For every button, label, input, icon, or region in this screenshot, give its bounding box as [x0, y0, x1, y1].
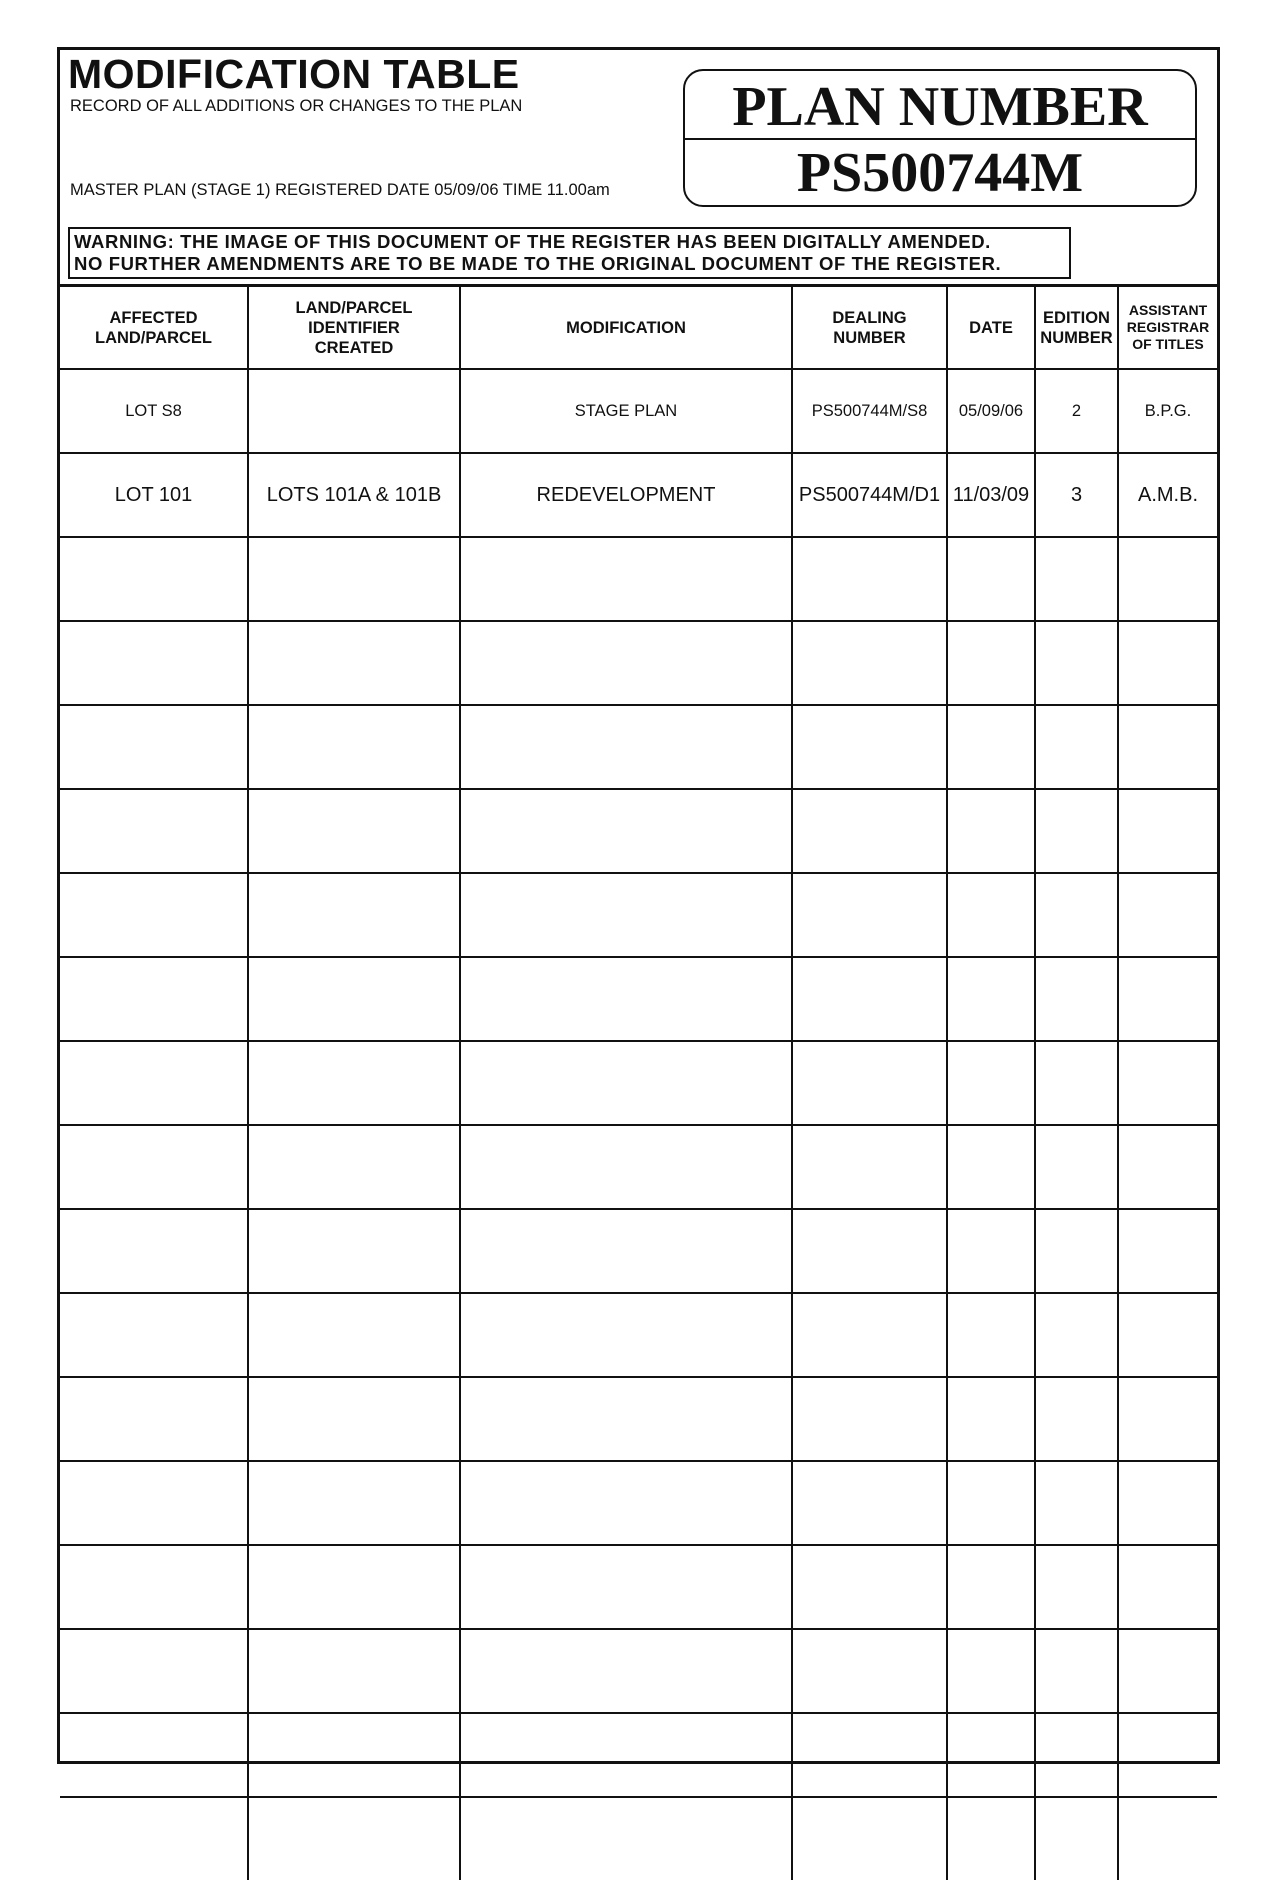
empty-cell — [1118, 1797, 1217, 1880]
empty-cell — [460, 705, 792, 789]
empty-cell — [60, 957, 248, 1041]
empty-cell — [60, 873, 248, 957]
empty-cell — [248, 621, 460, 705]
empty-cell — [792, 1209, 947, 1293]
empty-cell — [460, 1293, 792, 1377]
warning-box — [68, 227, 1071, 279]
empty-cell — [60, 789, 248, 873]
empty-cell — [792, 873, 947, 957]
empty-cell — [947, 1797, 1035, 1880]
empty-row — [60, 1377, 1217, 1461]
warning-line-2: NO FURTHER AMENDMENTS ARE TO BE MADE TO THE ORIGINAL DOCUMENT OF THE REGISTER. — [74, 253, 1002, 274]
empty-row — [60, 1125, 1217, 1209]
empty-cell — [1118, 789, 1217, 873]
empty-cell — [248, 1125, 460, 1209]
empty-cell — [248, 1545, 460, 1629]
empty-cell — [248, 1629, 460, 1713]
empty-row — [60, 1797, 1217, 1880]
empty-cell — [1118, 1125, 1217, 1209]
empty-row — [60, 621, 1217, 705]
empty-cell — [1035, 537, 1118, 621]
empty-cell — [248, 873, 460, 957]
empty-row — [60, 1545, 1217, 1629]
empty-cell — [792, 621, 947, 705]
empty-cell — [248, 537, 460, 621]
empty-cell — [792, 1041, 947, 1125]
modification-table — [60, 284, 1217, 1880]
empty-cell — [60, 537, 248, 621]
empty-cell — [60, 1797, 248, 1880]
plan-box-divider — [685, 138, 1195, 140]
empty-cell — [60, 1713, 248, 1797]
header-affected-land-parcel: AFFECTED LAND/PARCEL — [60, 286, 248, 370]
empty-cell — [1035, 789, 1118, 873]
empty-cell — [1035, 1125, 1118, 1209]
plan-number-box — [683, 69, 1197, 207]
document-subtitle: RECORD OF ALL ADDITIONS OR CHANGES TO THE PLAN — [70, 97, 523, 115]
empty-cell — [1035, 1293, 1118, 1377]
document-title: MODIFICATION TABLE — [68, 51, 520, 97]
empty-cell — [1118, 1293, 1217, 1377]
empty-cell — [1118, 1545, 1217, 1629]
empty-row — [60, 537, 1217, 621]
empty-cell — [248, 1797, 460, 1880]
empty-cell — [792, 537, 947, 621]
empty-row — [60, 1461, 1217, 1545]
empty-cell — [248, 705, 460, 789]
empty-cell — [947, 705, 1035, 789]
empty-cell — [947, 1377, 1035, 1461]
empty-cell — [460, 537, 792, 621]
empty-cell — [248, 1293, 460, 1377]
empty-cell — [792, 1461, 947, 1545]
empty-cell — [947, 1041, 1035, 1125]
table-row — [60, 453, 1217, 537]
empty-cell — [1035, 1629, 1118, 1713]
cell-dealing-number: PS500744M/D1 — [792, 453, 947, 537]
empty-row — [60, 705, 1217, 789]
empty-cell — [1035, 1209, 1118, 1293]
header-edition-number: EDITION NUMBER — [1035, 286, 1118, 370]
empty-cell — [947, 957, 1035, 1041]
empty-cell — [1118, 873, 1217, 957]
empty-cell — [460, 1461, 792, 1545]
empty-cell — [1035, 1713, 1118, 1797]
empty-cell — [60, 1545, 248, 1629]
empty-cell — [792, 957, 947, 1041]
header-identifier-created: LAND/PARCEL IDENTIFIER CREATED — [248, 286, 460, 370]
empty-row — [60, 957, 1217, 1041]
empty-cell — [947, 1293, 1035, 1377]
cell-date: 11/03/09 — [947, 453, 1035, 537]
empty-cell — [792, 1293, 947, 1377]
empty-cell — [947, 1125, 1035, 1209]
empty-cell — [60, 1377, 248, 1461]
empty-cell — [947, 789, 1035, 873]
empty-cell — [60, 1041, 248, 1125]
table-row — [60, 369, 1217, 453]
empty-cell — [1118, 957, 1217, 1041]
cell-registrar: A.M.B. — [1118, 453, 1217, 537]
plan-number-value: PS500744M — [796, 142, 1084, 204]
empty-cell — [1035, 1377, 1118, 1461]
empty-cell — [947, 1209, 1035, 1293]
cell-dealing-number: PS500744M/S8 — [792, 369, 947, 453]
empty-cell — [947, 1461, 1035, 1545]
empty-cell — [60, 1461, 248, 1545]
empty-cell — [1035, 1545, 1118, 1629]
empty-cell — [460, 789, 792, 873]
empty-cell — [1118, 1041, 1217, 1125]
empty-cell — [792, 1629, 947, 1713]
modification-table-sheet — [57, 47, 1220, 1764]
empty-cell — [60, 1125, 248, 1209]
header-modification: MODIFICATION — [460, 286, 792, 370]
empty-cell — [460, 1209, 792, 1293]
empty-cell — [1035, 1797, 1118, 1880]
empty-cell — [947, 1545, 1035, 1629]
cell-identifier — [248, 369, 460, 453]
empty-cell — [1118, 537, 1217, 621]
empty-cell — [460, 873, 792, 957]
empty-cell — [792, 1797, 947, 1880]
empty-cell — [60, 705, 248, 789]
empty-cell — [947, 1713, 1035, 1797]
cell-affected: LOT 101 — [60, 453, 248, 537]
cell-affected: LOT S8 — [60, 369, 248, 453]
empty-cell — [248, 789, 460, 873]
empty-cell — [947, 621, 1035, 705]
empty-cell — [1118, 1713, 1217, 1797]
empty-row — [60, 1293, 1217, 1377]
empty-cell — [460, 1713, 792, 1797]
cell-modification: REDEVELOPMENT — [460, 453, 792, 537]
cell-modification: STAGE PLAN — [460, 369, 792, 453]
empty-cell — [792, 705, 947, 789]
empty-cell — [792, 1713, 947, 1797]
empty-cell — [460, 1797, 792, 1880]
empty-cell — [60, 621, 248, 705]
empty-cell — [947, 873, 1035, 957]
empty-cell — [460, 1125, 792, 1209]
empty-cell — [1118, 621, 1217, 705]
empty-cell — [947, 1629, 1035, 1713]
master-plan-registration: MASTER PLAN (STAGE 1) REGISTERED DATE 05/09/06 TIME 11.00am — [70, 181, 610, 199]
empty-cell — [1118, 1629, 1217, 1713]
warning-line-1: WARNING: THE IMAGE OF THIS DOCUMENT OF THE REGISTER HAS BEEN DIGITALLY AMENDED. — [74, 231, 991, 252]
empty-cell — [1035, 957, 1118, 1041]
empty-row — [60, 873, 1217, 957]
empty-cell — [1035, 1041, 1118, 1125]
empty-cell — [248, 1041, 460, 1125]
plan-number-label: PLAN NUMBER — [732, 76, 1148, 138]
header-date: DATE — [947, 286, 1035, 370]
empty-cell — [460, 957, 792, 1041]
cell-registrar: B.P.G. — [1118, 369, 1217, 453]
empty-cell — [792, 1125, 947, 1209]
empty-cell — [460, 621, 792, 705]
header-assistant-registrar: ASSISTANT REGISTRAR OF TITLES — [1118, 286, 1217, 370]
cell-edition: 2 — [1035, 369, 1118, 453]
header-dealing-number: DEALING NUMBER — [792, 286, 947, 370]
empty-cell — [1118, 705, 1217, 789]
empty-cell — [792, 1545, 947, 1629]
empty-cell — [460, 1545, 792, 1629]
empty-cell — [792, 789, 947, 873]
cell-identifier: LOTS 101A & 101B — [248, 453, 460, 537]
empty-cell — [1035, 1461, 1118, 1545]
empty-cell — [248, 1377, 460, 1461]
empty-row — [60, 1209, 1217, 1293]
empty-cell — [248, 1713, 460, 1797]
empty-cell — [248, 957, 460, 1041]
empty-cell — [248, 1461, 460, 1545]
empty-cell — [1035, 705, 1118, 789]
empty-cell — [460, 1041, 792, 1125]
empty-row — [60, 1713, 1217, 1797]
empty-cell — [460, 1377, 792, 1461]
empty-row — [60, 1041, 1217, 1125]
empty-row — [60, 1629, 1217, 1713]
cell-date: 05/09/06 — [947, 369, 1035, 453]
empty-cell — [60, 1293, 248, 1377]
empty-cell — [460, 1629, 792, 1713]
cell-edition: 3 — [1035, 453, 1118, 537]
empty-cell — [60, 1209, 248, 1293]
empty-cell — [1118, 1461, 1217, 1545]
empty-cell — [792, 1377, 947, 1461]
empty-cell — [1118, 1209, 1217, 1293]
empty-cell — [248, 1209, 460, 1293]
empty-cell — [1035, 621, 1118, 705]
table-header-row — [60, 286, 1217, 370]
empty-row — [60, 789, 1217, 873]
empty-cell — [60, 1629, 248, 1713]
empty-cell — [947, 537, 1035, 621]
empty-cell — [1118, 1377, 1217, 1461]
empty-cell — [1035, 873, 1118, 957]
